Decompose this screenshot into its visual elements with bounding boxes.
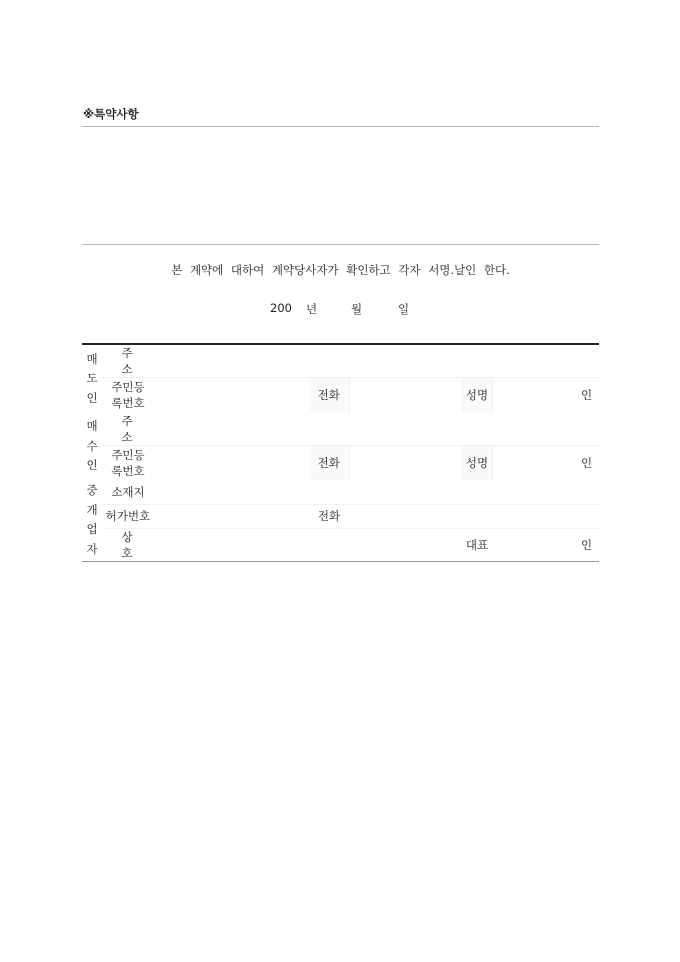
- special-terms-title: ※특약사항: [83, 107, 139, 121]
- broker-location-label: 소재지: [102, 480, 154, 504]
- seller-seal: 인: [580, 388, 593, 403]
- date-day-unit: 일: [398, 302, 410, 316]
- broker-location-field[interactable]: [154, 480, 599, 504]
- seller-name-field[interactable]: [492, 378, 574, 413]
- buyer-address-row: [82, 413, 599, 446]
- broker-seal: 인: [580, 537, 593, 552]
- date-year: 200: [270, 301, 292, 315]
- buyer-label-char: 수: [86, 438, 98, 453]
- buyer-group-label: [82, 413, 102, 481]
- broker-phone-label: 전화: [309, 504, 349, 528]
- buyer-seal: 인: [580, 455, 593, 470]
- buyer-id-row: [82, 445, 599, 480]
- seller-name-label: 성명: [462, 378, 492, 413]
- buyer-label-char: 인: [86, 458, 98, 472]
- confirmation-statement: 본 계약에 대하여 계약당사자가 확인하고 각자 서명.날인 한다.: [171, 263, 510, 277]
- broker-label-char: 중: [86, 483, 98, 498]
- broker-business-name-field[interactable]: [154, 528, 462, 561]
- seller-phone-label: 전화: [309, 378, 349, 413]
- buyer-label-char: 매: [86, 419, 98, 433]
- buyer-address-field[interactable]: [154, 413, 599, 446]
- broker-license-field[interactable]: [154, 504, 309, 528]
- broker-phone-field[interactable]: [349, 504, 599, 528]
- broker-license-label: 허가번호: [102, 504, 154, 528]
- seller-address-row: [82, 344, 599, 378]
- broker-representative-field[interactable]: [492, 528, 574, 561]
- parties-table: [82, 343, 599, 562]
- date-year-unit: 년: [306, 302, 318, 316]
- broker-business-name-label: 상 호: [121, 529, 147, 560]
- buyer-phone-label: 전화: [309, 445, 349, 480]
- buyer-id-field[interactable]: [154, 445, 309, 480]
- broker-label-char: 개: [86, 502, 98, 517]
- broker-label-char: 업: [86, 522, 98, 537]
- seller-address-label: 주 소: [102, 344, 154, 378]
- seller-phone-field[interactable]: [349, 378, 462, 413]
- seller-label-char: 인: [86, 390, 98, 405]
- special-terms-bottom-divider: [82, 244, 599, 245]
- buyer-id-label: 주민등 록번호: [111, 447, 145, 478]
- broker-location-row: [82, 480, 599, 504]
- seller-id-row: [82, 378, 599, 413]
- buyer-name-field[interactable]: [492, 445, 574, 480]
- special-terms-top-divider: [82, 126, 599, 127]
- special-terms-body: [82, 128, 599, 243]
- seller-group-label: [82, 344, 102, 413]
- buyer-phone-field[interactable]: [349, 445, 462, 480]
- broker-business-row: [82, 528, 599, 561]
- broker-license-row: [82, 504, 599, 528]
- broker-group-label: [82, 480, 102, 561]
- seller-id-label: 주민등 록번호: [111, 380, 145, 411]
- seller-address-field[interactable]: [154, 344, 599, 378]
- broker-label-char: 자: [86, 541, 98, 556]
- broker-representative-label: 대표: [465, 537, 489, 552]
- seller-id-field[interactable]: [154, 378, 309, 413]
- buyer-address-label: 주 소: [102, 413, 154, 446]
- seller-label-char: 도: [86, 371, 98, 385]
- buyer-name-label: 성명: [462, 445, 492, 480]
- seller-label-char: 매: [86, 351, 98, 366]
- date-month-unit: 월: [351, 302, 363, 316]
